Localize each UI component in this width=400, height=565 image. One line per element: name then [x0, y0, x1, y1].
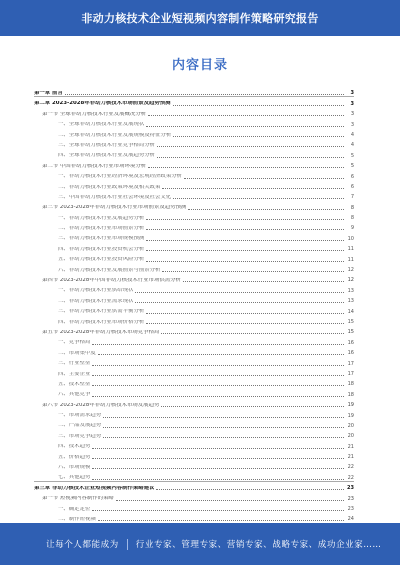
- toc-entry-page: 17: [347, 370, 354, 377]
- toc-entry[interactable]: [34, 107, 354, 117]
- toc-entry[interactable]: [34, 450, 354, 460]
- footer-divider: [127, 539, 128, 550]
- toc-entry-title: 一、确定定位: [58, 506, 91, 512]
- toc-leader-dots: [98, 520, 344, 521]
- toc-leader-dots: [188, 209, 344, 210]
- toc-entry-title: 五、非动力核技术行业投资风险分析: [58, 257, 145, 263]
- toc-leader-dots: [65, 94, 344, 95]
- toc-leader-dots: [92, 448, 344, 449]
- toc-entry[interactable]: [34, 398, 354, 408]
- toc-entry-page: 13: [347, 298, 354, 305]
- toc-entry-page: 6: [350, 183, 354, 190]
- toc-entry-page: 4: [350, 131, 354, 138]
- toc-entry-title: 二、产品发展趋势: [58, 423, 102, 429]
- toc-entry[interactable]: [34, 159, 354, 169]
- toc-entry[interactable]: [34, 408, 354, 418]
- toc-heading: 内容目录: [171, 58, 228, 73]
- toc-leader-dots: [173, 198, 344, 199]
- toc-entry-page: 20: [347, 433, 354, 440]
- toc-entry[interactable]: [34, 231, 354, 241]
- toc-entry-page: 19: [347, 402, 354, 409]
- toc-entry[interactable]: [34, 367, 354, 377]
- report-title: 非动力核技术企业短视频内容制作策略研究报告: [81, 12, 319, 25]
- footer-role: 成功企业家……: [317, 540, 382, 550]
- report-header: [0, 0, 400, 36]
- toc-entry-page: 15: [347, 329, 354, 336]
- toc-entry[interactable]: [34, 117, 354, 127]
- toc-entry-page: 22: [347, 474, 354, 481]
- toc-entry[interactable]: [34, 335, 354, 345]
- toc-entry-page: 3: [350, 121, 354, 128]
- toc-leader-dots: [92, 468, 344, 469]
- toc-entry-page: 4: [350, 142, 354, 149]
- toc-entry[interactable]: [34, 470, 354, 480]
- toc-entry-title: 四、全球非动力核技术行业发展趋势分析: [58, 153, 156, 159]
- toc-entry-page: 23: [347, 495, 354, 502]
- toc-entry[interactable]: [34, 273, 354, 283]
- toc-leader-dots: [146, 250, 344, 251]
- toc-entry-title: 第三章 非动力核技术企业短视频内容制作策略建议: [34, 485, 155, 491]
- toc-entry-page: 20: [347, 422, 354, 429]
- footer-slogan: 让每个人都能成为 行业专家、管理专家、营销专家、战略专家、成功企业家……: [46, 540, 382, 550]
- toc-entry-title: 四、主要企业: [58, 371, 91, 377]
- toc-entry-title: 五、价格趋势: [58, 454, 91, 460]
- toc-entry[interactable]: [34, 211, 354, 221]
- toc-entry-title: 三、行业壁垒: [58, 361, 91, 367]
- toc-entry-title: 一、非动力核技术行业供给现状: [58, 288, 134, 294]
- toc-entry-page: 18: [347, 391, 354, 398]
- toc-entry[interactable]: [34, 148, 354, 158]
- toc-leader-dots: [103, 417, 344, 418]
- toc-entry-page: 21: [347, 454, 354, 461]
- toc-leader-dots: [162, 271, 344, 272]
- toc-entry-title: 二、全球非动力核技术行业发展规模及特征分析: [58, 132, 172, 138]
- toc-entry[interactable]: [34, 283, 354, 293]
- toc-entry[interactable]: [34, 502, 354, 512]
- toc-entry-title: 六、其他竞争: [58, 392, 91, 398]
- toc-entry-page: 3: [350, 100, 354, 107]
- toc-entry-title: 第二章 2023-2028年非动力核技术市场前景及趋势预测: [34, 101, 171, 107]
- toc-entry[interactable]: [34, 200, 354, 210]
- toc-entry[interactable]: [34, 439, 354, 449]
- toc-entry[interactable]: [34, 356, 354, 366]
- toc-leader-dots: [183, 281, 344, 282]
- toc-entry-page: 7: [350, 194, 354, 201]
- toc-leader-dots: [184, 178, 344, 179]
- toc-entry-page: 13: [347, 287, 354, 294]
- toc-entry-title: 第二节 中国非动力核技术行业市场环境分析: [42, 163, 147, 169]
- toc-entry-title: 四、非动力核技术行业投资机会分析: [58, 246, 145, 252]
- table-of-contents: [34, 86, 354, 522]
- footer-role: 战略专家: [272, 540, 309, 550]
- toc-entry[interactable]: [34, 180, 354, 190]
- toc-entry-title: 三、非动力核技术行业供需平衡分析: [58, 309, 145, 315]
- toc-entry[interactable]: [34, 263, 354, 273]
- toc-entry-page: 12: [347, 267, 354, 274]
- toc-leader-dots: [98, 354, 344, 355]
- toc-entry-page: 15: [347, 318, 354, 325]
- toc-entry-page: 6: [350, 173, 354, 180]
- toc-entry[interactable]: [34, 429, 354, 439]
- toc-entry-title: 六、市场规模: [58, 465, 91, 471]
- toc-entry-title: 一、非动力核技术行业发展趋势分析: [58, 215, 145, 221]
- toc-entry-title: 四、非动力核技术行业市场价格分析: [58, 319, 145, 325]
- toc-leader-dots: [92, 510, 344, 511]
- toc-entry-title: 三、非动力核技术行业市场规模预测: [58, 236, 145, 242]
- toc-entry-title: 二、非动力核技术行业需求现状: [58, 298, 134, 304]
- toc-entry-page: 11: [347, 256, 354, 263]
- toc-entry-title: 五、技术壁垒: [58, 381, 91, 387]
- toc-leader-dots: [146, 323, 344, 324]
- toc-leader-dots: [92, 458, 344, 459]
- toc-entry-page: 24: [347, 516, 354, 523]
- toc-entry-title: 第一节 全球非动力核技术行业发展概况分析: [42, 111, 147, 117]
- toc-leader-dots: [161, 406, 344, 407]
- toc-entry-title: 四、技术趋势: [58, 444, 91, 450]
- toc-entry-page: 8: [350, 215, 354, 222]
- toc-entry-title: 第六节 2023-2028年非动力核技术市场发展趋势: [42, 402, 160, 408]
- toc-entry-title: 三、全球非动力核技术行业竞争格局分析: [58, 142, 156, 148]
- toc-entry[interactable]: [34, 315, 354, 325]
- toc-entry-title: 三、中国非动力核技术行业社会环境及社会文化: [58, 194, 172, 200]
- toc-entry[interactable]: [34, 221, 354, 231]
- toc-entry-page: 23: [347, 506, 354, 513]
- toc-entry[interactable]: [34, 242, 354, 252]
- toc-entry-page: 17: [347, 360, 354, 367]
- toc-leader-dots: [92, 344, 344, 345]
- toc-leader-dots: [146, 240, 344, 241]
- toc-leader-dots: [146, 126, 344, 127]
- toc-entry[interactable]: [34, 491, 354, 501]
- toc-entry-title: 一、非动力核技术行业经济环境及宏观经济政策分析: [58, 174, 182, 180]
- toc-leader-dots: [146, 229, 344, 230]
- toc-entry-page: 16: [347, 339, 354, 346]
- toc-entry[interactable]: [34, 128, 354, 138]
- toc-entry-title: 二、非动力核技术行业政策环境及相关政策: [58, 184, 161, 190]
- toc-entry-title: 六、非动力核技术行业发展前景与前景分析: [58, 267, 161, 273]
- footer-role: 管理专家: [181, 540, 218, 550]
- footer-lead: 让每个人都能成为: [46, 540, 119, 550]
- toc-leader-dots: [173, 136, 344, 137]
- toc-entry-page: 3: [350, 90, 354, 97]
- toc-entry[interactable]: [34, 512, 354, 522]
- toc-entry[interactable]: [34, 377, 354, 387]
- toc-leader-dots: [148, 167, 344, 168]
- footer-role: 行业专家: [135, 540, 173, 550]
- toc-leader-dots: [92, 375, 344, 376]
- toc-entry-title: 第一节 短视频内容制作的策略: [42, 496, 114, 502]
- toc-leader-dots: [156, 489, 344, 490]
- toc-entry-title: 一、全球非动力核技术行业发展现状: [58, 122, 145, 128]
- toc-leader-dots: [146, 261, 344, 262]
- toc-entry-page: 5: [350, 152, 354, 159]
- toc-entry[interactable]: [34, 138, 354, 148]
- toc-entry-page: 8: [350, 204, 354, 211]
- toc-entry-title: 二、非动力核技术行业市场前景分析: [58, 226, 145, 232]
- toc-leader-dots: [92, 479, 344, 480]
- toc-leader-dots: [92, 365, 344, 366]
- toc-leader-dots: [135, 292, 344, 293]
- toc-leader-dots: [173, 105, 344, 106]
- toc-entry[interactable]: [34, 169, 354, 179]
- toc-leader-dots: [135, 302, 344, 303]
- toc-entry[interactable]: [34, 96, 354, 106]
- toc-entry-page: 16: [347, 350, 354, 357]
- toc-entry[interactable]: [34, 325, 354, 335]
- toc-entry-title: 第三节 2023-2028年非动力核技术行业市场前景及趋势预测: [42, 205, 187, 211]
- toc-entry-page: 21: [347, 443, 354, 450]
- toc-entry-page: 10: [347, 235, 354, 242]
- toc-entry-title: 第四节 2023-2028年中国非动力核技术行业市场供需分析: [42, 278, 181, 284]
- toc-leader-dots: [162, 188, 344, 189]
- toc-entry-page: 12: [347, 277, 354, 284]
- toc-leader-dots: [103, 427, 344, 428]
- toc-entry-page: 18: [347, 381, 354, 388]
- toc-leader-dots: [103, 437, 344, 438]
- toc-leader-dots: [146, 219, 344, 220]
- toc-leader-dots: [92, 385, 344, 386]
- toc-entry[interactable]: [34, 481, 354, 491]
- toc-entry[interactable]: [34, 387, 354, 397]
- toc-entry-page: 19: [347, 412, 354, 419]
- toc-entry-title: 二、制作短视频: [58, 517, 96, 522]
- toc-entry-title: 七、其他趋势: [58, 475, 91, 481]
- toc-leader-dots: [148, 115, 344, 116]
- report-footer: [0, 523, 400, 565]
- toc-entry[interactable]: [34, 419, 354, 429]
- toc-entry[interactable]: [34, 294, 354, 304]
- toc-entry-title: 第五节 2023-2028年非动力核技术市场竞争格局: [42, 329, 160, 335]
- toc-leader-dots: [92, 396, 344, 397]
- toc-leader-dots: [146, 313, 344, 314]
- toc-entry-page: 14: [347, 308, 354, 315]
- toc-entry-page: 23: [347, 485, 354, 492]
- toc-entry[interactable]: [34, 304, 354, 314]
- toc-entry[interactable]: [34, 252, 354, 262]
- toc-entry-page: 22: [347, 464, 354, 471]
- toc-entry-title: 第一章 前言: [34, 90, 63, 96]
- toc-leader-dots: [161, 333, 344, 334]
- toc-entry[interactable]: [34, 460, 354, 470]
- toc-leader-dots: [157, 157, 344, 158]
- toc-entry-title: 二、市场集中度: [58, 350, 96, 356]
- toc-leader-dots: [116, 500, 344, 501]
- toc-leader-dots: [157, 146, 344, 147]
- footer-role: 营销专家: [226, 540, 264, 550]
- toc-entry-page: 11: [347, 246, 354, 253]
- toc-entry-title: 一、竞争格局: [58, 340, 91, 346]
- toc-entry[interactable]: [34, 86, 354, 96]
- toc-entry-page: 9: [350, 225, 354, 232]
- toc-entry-title: 一、市场需求趋势: [58, 413, 102, 419]
- toc-entry[interactable]: [34, 346, 354, 356]
- toc-entry[interactable]: [34, 190, 354, 200]
- toc-entry-page: 5: [350, 163, 354, 170]
- toc-entry-page: 3: [350, 111, 354, 118]
- toc-entry-title: 三、市场竞争趋势: [58, 433, 102, 439]
